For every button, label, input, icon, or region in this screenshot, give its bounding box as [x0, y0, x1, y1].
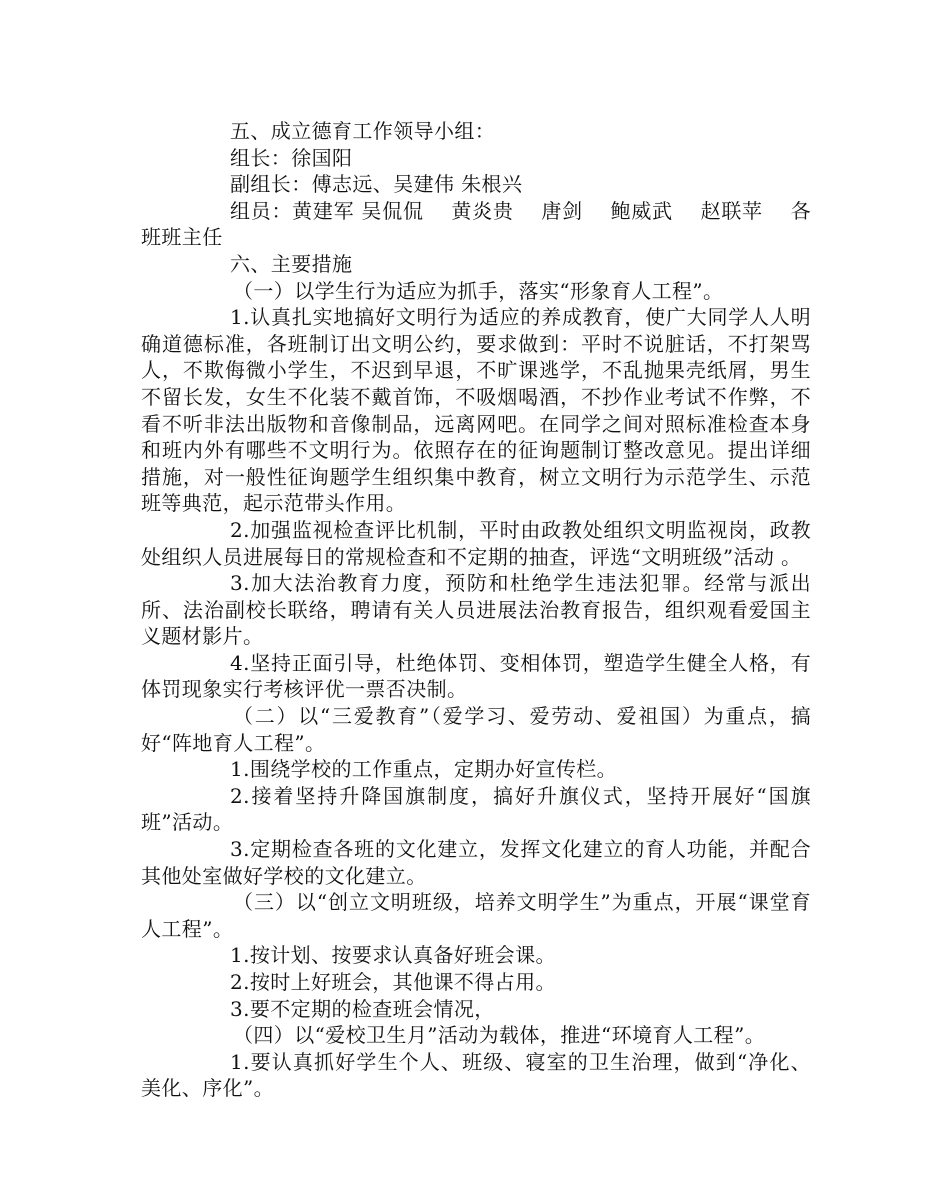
measure-4-item-1: 1.要认真抓好学生个人、班级、寝室的卫生治理，做到“净化、美化、序化”。 [141, 1049, 811, 1101]
group-members-line: 组员：黄建军 吴侃侃 黄炎贵 唐剑 鲍威武 赵联苹 各班班主任 [141, 198, 811, 250]
section-heading-main-measures: 六、主要措施 [230, 251, 353, 276]
document-body [141, 118, 811, 1102]
measure-3-item-2: 2.按时上好班会，其他课不得占用。 [230, 970, 556, 994]
measure-3-item-3: 3.要不定期的检查班会情况， [230, 996, 495, 1021]
measure-3-heading: （三）以“创立文明班级，培养文明学生”为重点，开展“课堂育人工程”。 [141, 890, 811, 941]
measure-2-item-3: 3.定期检查各班的文化建立，发挥文化建立的育人功能，并配合其他处室做好学校的文化建立。 [141, 837, 811, 888]
measure-2-heading: （二）以“三爱教育”（爱学习、爱劳动、爱祖国）为重点，搞好“阵地育人工程”。 [141, 704, 811, 755]
measure-2-item-2: 2.接着坚持升降国旗制度，搞好升旗仪式，坚持开展好“国旗班”活动。 [141, 783, 811, 835]
group-leader-line: 组长：徐国阳 [230, 145, 353, 170]
measure-1-item-1: 1.认真扎实地搞好文明行为适应的养成教育，使广大同学人人明确道德标准，各班制订出文明公约，要求做到：平时不说脏话，不打架骂人，不欺侮微小学生，不迟到早退，不旷课逃学，不乱抛果壳纸屑，男生不留长发，女生不化装不戴首饰，不吸烟喝酒，不抄作业考试不作弊，不看不听非法出版物和音像制品，远离网吧。在同学之间对照标准检查本身和班内外有哪些不文明行为。依照存在的征询题制订整改意见。提出详细措施，对一般性征询题学生组织集中教育，树立文明行为示范学生、示范班等典范，起示范带头作用。 [141, 305, 811, 516]
measure-1-item-3: 3.加大法治教育力度，预防和杜绝学生违法犯罪。经常与派出所、法治副校长联络，聘请有关人员进展法治教育报告，组织观看爱国主义题材影片。 [141, 571, 811, 649]
measure-1-item-2: 2.加强监视检查评比机制，平时由政教处组织文明监视岗，政教处组织人员进展每日的常规检查和不定期的抽查，评选“文明班级”活动 。 [141, 517, 811, 569]
deputy-leader-line: 副组长：傅志远、吴建伟 朱根兴 [230, 172, 523, 197]
measure-1-item-4: 4.坚持正面引导，杜绝体罚、变相体罚，塑造学生健全人格，有体罚现象实行考核评优一票否决制。 [141, 650, 811, 702]
measure-4-heading: （四）以“爱校卫生月”活动为载体，推进“环境育人工程”。 [233, 1023, 766, 1048]
measure-3-item-1: 1.按计划、按要求认真备好班会课。 [230, 943, 556, 968]
section-heading-leadership-group: 五、成立德育工作领导小组： [230, 119, 496, 143]
measure-2-item-1: 1.围绕学校的工作重点，定期办好宣传栏。 [230, 757, 618, 782]
measure-1-heading: （一）以学生行为适应为抓手，落实“形象育人工程”。 [233, 278, 724, 303]
